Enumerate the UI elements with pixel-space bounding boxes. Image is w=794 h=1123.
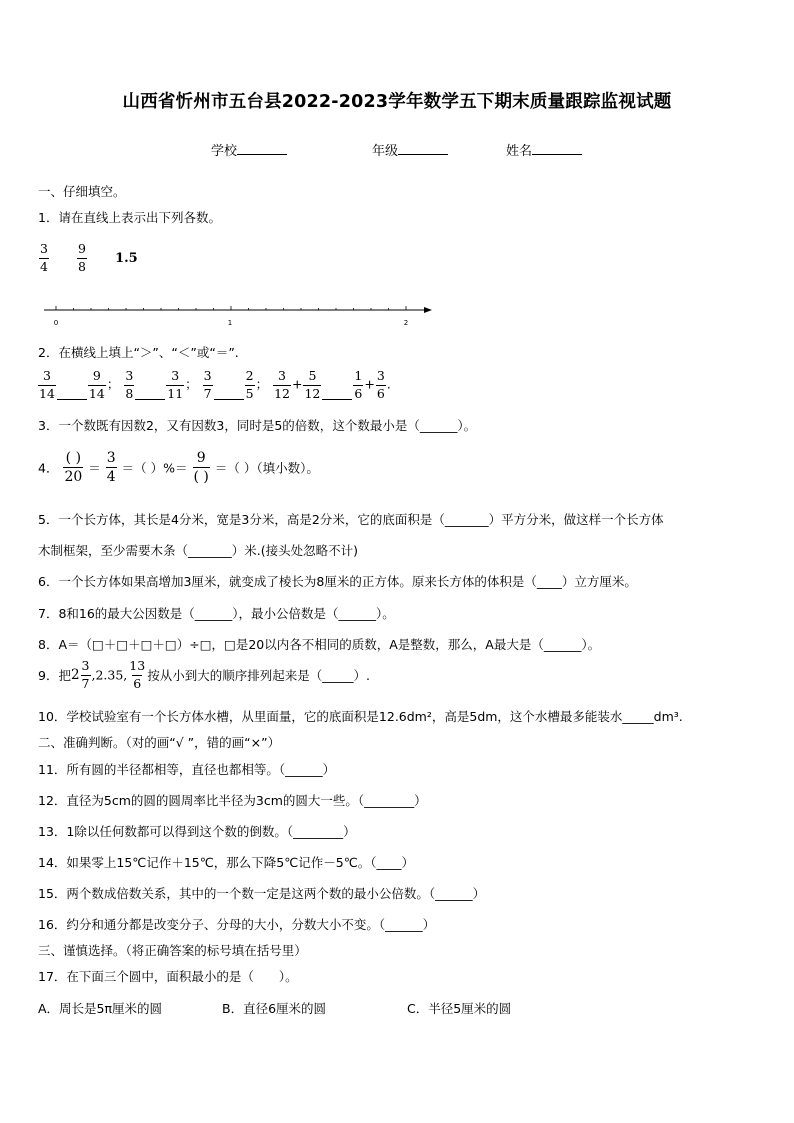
plus-sign: +	[291, 376, 303, 392]
question-4	[38, 451, 319, 484]
tick-label-0: 0	[53, 319, 59, 327]
q2-p4-right: $\frac{5}{12}$	[304, 368, 321, 401]
section-3-heading: 三、谨慎选择。（将正确答案的标号填在括号里）	[38, 943, 307, 958]
tick-label-1: 1	[227, 319, 233, 327]
question-3: 3．一个数既有因数2，又有因数3，同时是5的倍数，这个数最小是（______）。	[38, 418, 477, 433]
q2-blank-2[interactable]	[135, 399, 165, 400]
number-line-arrow	[424, 307, 432, 313]
q9-prefix: 9．把	[38, 668, 71, 683]
q4-fraction-1: $\frac{( )}{20}$	[64, 450, 83, 485]
tick-label-2: 2	[403, 319, 409, 327]
q2-blank-4[interactable]	[322, 399, 352, 400]
question-12: 12．直径为5cm的圆的圆周率比半径为3cm的圆大一些。（________）	[38, 793, 427, 808]
q4-label: 4．	[38, 460, 59, 476]
question-9	[38, 660, 370, 690]
q2-p5-left: $\frac{1}{6}$	[354, 368, 363, 401]
question-10: 10．学校试验室有一个长方体水槽，从里面量，它的底面积是12.6dm²，高是5dm，这个水槽最多能装水_____dm³.	[38, 709, 683, 724]
q9-whole: 2	[70, 667, 80, 683]
question-5-line-2: 木制框架，至少需要木条（_______）米.(接头处忽略不计)	[38, 543, 358, 558]
question-14: 14．如果零上15℃记作＋15℃，那么下降5℃记作－5℃。（____）	[38, 855, 415, 870]
question-13: 13．1除以任何数都可以得到这个数的倒数。（________）	[38, 824, 356, 839]
separator: ；	[106, 376, 120, 392]
q2-p1-right: $\frac{9}{14}$	[88, 368, 105, 401]
q1-fraction-9-8: $\frac{9}{8}$	[78, 241, 86, 274]
q2-p1-left: $\frac{3}{14}$	[39, 368, 55, 401]
q2-comparisons	[37, 370, 391, 400]
question-6: 6．一个长方体如果高增加3厘米，就变成了棱长为8厘米的正方体。原来长方体的体积是（____）立方厘米。	[38, 574, 637, 589]
q9-fraction-1: $\frac{3}{7}$	[81, 658, 90, 691]
question-8: 8．A＝（□＋□＋□＋□）÷□，□是20以内各不相同的质数，A是整数，那么，A最大是（______）。	[38, 637, 601, 652]
question-5-line-1: 5．一个长方体，其长是4分米，宽是3分米，高是2分米，它的底面积是（_______）平方分米，做这样一个长方体	[38, 512, 664, 527]
q17-option-a[interactable]: A．周长是5π厘米的圆	[38, 1001, 163, 1016]
equals-sign: ＝	[88, 460, 101, 476]
plus-sign: +	[364, 376, 375, 392]
question-15: 15．两个数成倍数关系，其中的一个数一定是这两个数的最小公倍数。（______）	[38, 886, 486, 901]
period: .	[386, 376, 391, 392]
question-2: 2．在横线上填上“＞”、“＜”或“＝”.	[38, 345, 239, 360]
question-16: 16．约分和通分都是改变分子、分母的大小，分数大小不变。（______）	[38, 917, 436, 932]
q2-p2-right: $\frac{3}{11}$	[167, 368, 184, 401]
section-1-heading: 一、仔细填空。	[38, 184, 126, 199]
school-blank[interactable]	[237, 142, 287, 155]
q1-decimal: 1.5	[115, 250, 138, 266]
q2-p2-left: $\frac{3}{8}$	[125, 368, 134, 401]
q9-suffix: 按从小到大的顺序排列起来是（_____）.	[147, 668, 370, 683]
q4-fraction-3: $\frac{9}{( )}$	[193, 450, 209, 485]
q2-p3-left: $\frac{3}{7}$	[203, 368, 212, 401]
q4-blank-numerator[interactable]: ( )	[65, 450, 82, 466]
q2-p5-right: $\frac{3}{6}$	[376, 368, 385, 401]
question-17: 17．在下面三个圆中，面积最小的是（ ）。	[38, 969, 298, 984]
q4-decimal-blank[interactable]: ＝（ ）（填小数）。	[214, 460, 319, 476]
q1-number-line	[40, 300, 440, 330]
q4-fraction-2: $\frac{3}{4}$	[106, 450, 116, 485]
q9-fraction-2: $\frac{13}{6}$	[129, 658, 146, 691]
q4-blank-denominator[interactable]: ( )	[193, 469, 209, 485]
grade-field: 年级	[372, 140, 448, 159]
question-11: 11．所有圆的半径都相等，直径也都相等。（______）	[38, 762, 336, 777]
q2-p4-left: $\frac{3}{12}$	[274, 368, 290, 401]
q9-mid: ,2.35,	[91, 667, 128, 683]
question-7: 7．8和16的最大公因数是（______），最小公倍数是（______）。	[38, 606, 395, 621]
separator: ；	[255, 376, 269, 392]
q2-blank-1[interactable]	[57, 399, 87, 400]
q4-percent-blank[interactable]: ＝（ ）%＝	[121, 460, 188, 476]
q17-option-c[interactable]: C．半径5厘米的圆	[407, 1001, 512, 1016]
q17-option-b[interactable]: B．直径6厘米的圆	[222, 1001, 327, 1016]
q1-numbers	[38, 243, 138, 273]
page-title: 山西省忻州市五台县2022-2023学年数学五下期末质量跟踪监视试题	[122, 92, 672, 112]
question-1: 1．请在直线上表示出下列各数。	[38, 210, 221, 225]
separator: ；	[185, 376, 198, 392]
q2-blank-3[interactable]	[214, 399, 244, 400]
name-blank[interactable]	[532, 142, 582, 155]
name-field: 姓名	[506, 140, 582, 159]
school-field: 学校	[211, 140, 287, 159]
grade-blank[interactable]	[398, 142, 448, 155]
q1-fraction-3-4: $\frac{3}{4}$	[40, 241, 48, 274]
section-2-heading: 二、准确判断。（对的画“√ ”，错的画“×”）	[38, 735, 281, 750]
q2-p3-right: $\frac{2}{5}$	[245, 368, 254, 401]
